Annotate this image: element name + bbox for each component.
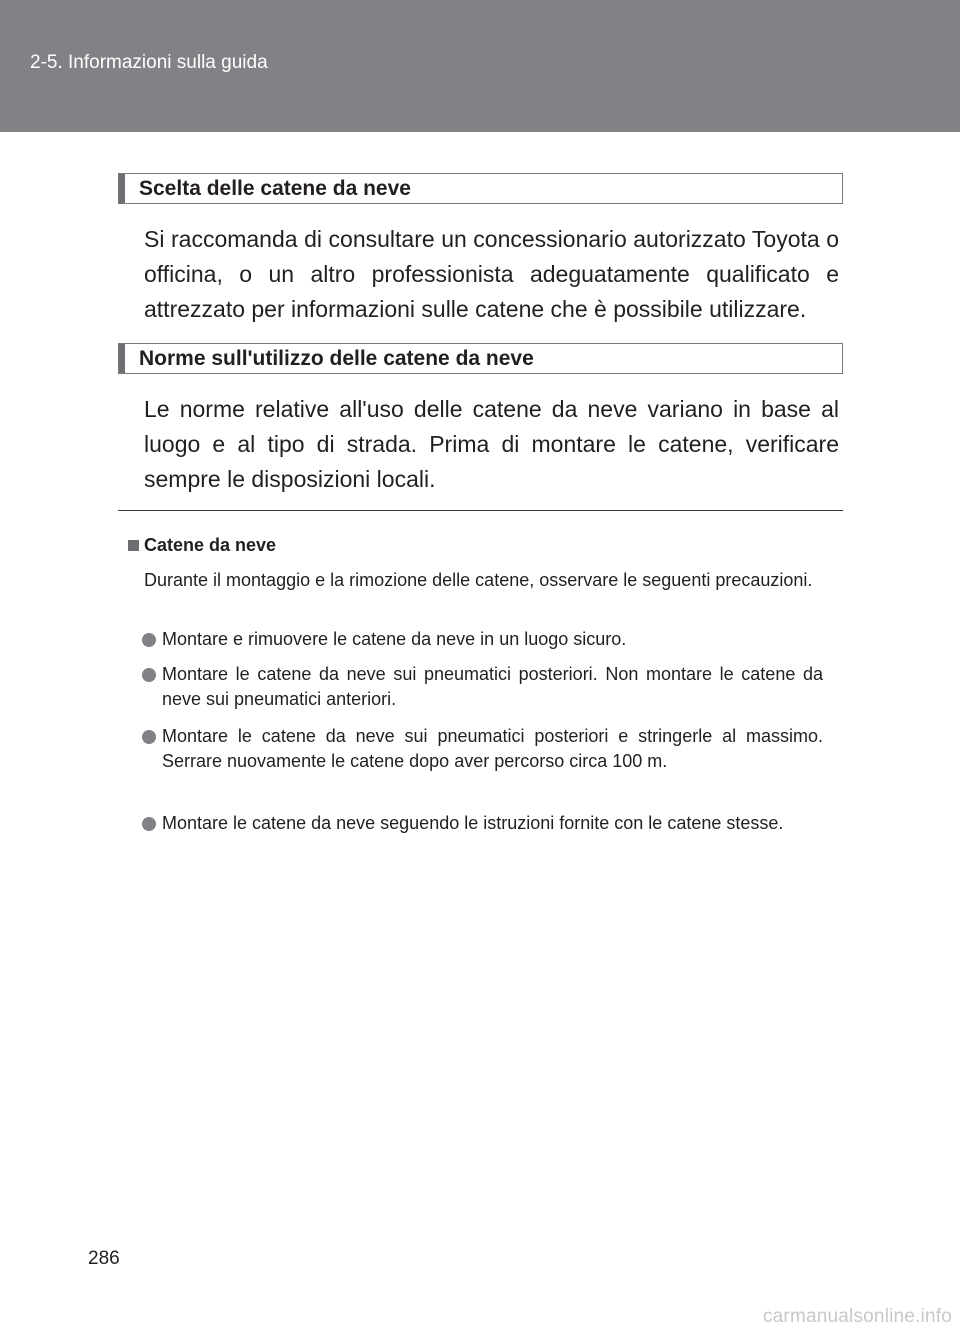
- bullet-text: Montare le catene da neve sui pneumatici posteriori e stringerle al massimo. Serrare nuovamente le catene dopo aver percorso circa 100 m.: [162, 726, 823, 771]
- bullet-dot-icon: [142, 817, 156, 831]
- notes-heading: [128, 535, 276, 556]
- heading-bar: [119, 344, 125, 373]
- bullet-item: [142, 811, 823, 836]
- bullet-dot-icon: [142, 633, 156, 647]
- section-body: Si raccomanda di consultare un concessionario autorizzato Toyota o officina, o un altro professionista adeguatamente qualificato e attrezzato per informazioni sulle catene che è possibile utilizzare.: [144, 226, 839, 322]
- section-body: Le norme relative all'uso delle catene da neve variano in base al luogo e al tipo di strada. Prima di montare le catene, verificare sempre le disposizioni locali.: [144, 396, 839, 492]
- section-heading-scelta: [118, 173, 843, 204]
- divider: [118, 510, 843, 511]
- bullet-text: Montare e rimuovere le catene da neve in un luogo sicuro.: [162, 629, 627, 649]
- notes-intro: Durante il montaggio e la rimozione delle catene, osservare le seguenti precauzioni.: [144, 570, 813, 590]
- bullet-item: [142, 724, 823, 774]
- bullet-text: Montare le catene da neve sui pneumatici posteriori. Non montare le catene da neve sui pneumatici anteriori.: [162, 664, 823, 709]
- header-band: [0, 0, 960, 132]
- bullet-text: Montare le catene da neve seguendo le istruzioni fornite con le catene stesse.: [162, 813, 784, 833]
- page-number: 286: [88, 1248, 120, 1269]
- section-title: Norme sull'utilizzo delle catene da neve: [139, 346, 534, 370]
- bullet-dot-icon: [142, 668, 156, 682]
- notes-title: Catene da neve: [144, 535, 277, 555]
- bullet-item: [142, 627, 823, 652]
- bullet-item: [142, 662, 823, 712]
- square-bullet-icon: [128, 540, 139, 551]
- section-heading-norme: [118, 343, 843, 374]
- bullet-dot-icon: [142, 730, 156, 744]
- watermark: carmanualsonline.info: [762, 1306, 952, 1327]
- heading-bar: [119, 174, 125, 203]
- section-title: Scelta delle catene da neve: [139, 176, 411, 200]
- section-label: 2-5. Informazioni sulla guida: [30, 52, 268, 73]
